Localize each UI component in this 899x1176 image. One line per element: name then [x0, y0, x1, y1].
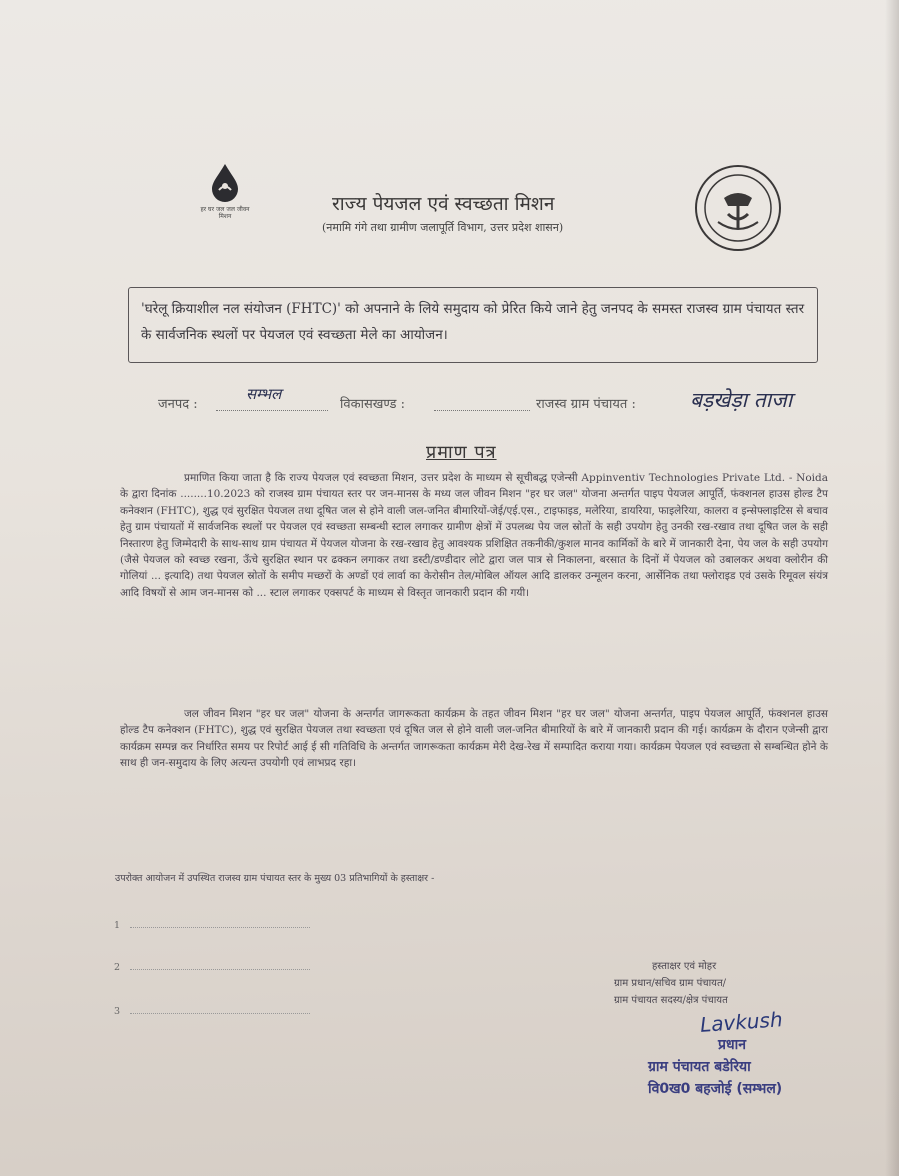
mission-title: राज्य पेयजल एवं स्वच्छता मिशन: [332, 193, 555, 215]
paragraph-2-text: जल जीवन मिशन "हर घर जल" योजना के अन्तर्गत जागरूकता कार्यक्रम के तहत जीवन मिशन "हर घर जल" योजना अन्तर्गत, पाइप पेयजल आपूर्ति, फंक्शनल हाउस होल्ड टैप कनेक्शन (FHTC), शुद्ध एवं सुरक्षित पेयजल तथा स्वच्छता एवं दूषित जल से होने वाली जल-जनित बीमारियों के बारे में जानकारी प्रदान की गई। कार्यक्रम के दौरान एजेन्सी द्वारा कार्यक्रम सम्पन्न कर निर्धारित समय पर रिपोर्ट आई ई सी गतिविधि के अन्तर्गत जागरूकता कार्यक्रम मेरी देख-रेख में सम्पादित कराया गया। कार्यक्रम पेयजल एवं स्वच्छता से सम्बन्धित होने के साथ ही जन-समुदाय के लिए अत्यन्त उपयोगी एवं लाभप्रद रहा।: [120, 708, 828, 770]
jal-jeevan-logo: [194, 162, 256, 232]
paragraph-1-text: प्रमाणित किया जाता है कि राज्य पेयजल एवं स्वच्छता मिशन, उत्तर प्रदेश के माध्यम से सूचीबद्ध एजेन्सी Appinventiv Technologies Private Ltd. - Noida के द्वारा दिनांक ........10.2023 को राजस्व ग्राम पंचायत स्तर पर जन-मानस के मध्य जल जीवन मिशन "हर घर जल" योजना अन्तर्गत पाइप पेयजल आपूर्ति, फंक्शनल हाउस होल्ड टैप कनेक्शन (FHTC), शुद्ध एवं सुरक्षित पेयजल तथा दूषित जल से होने वाली जल-जनित बीमारियों-जेई/एई.एस., टाइफाइड, मलेरिया, डायरिया, फाइलेरिया, कालरा व इन्सेफ्लाइटिस से बचाव हेतु ग्राम पंचायतों में सार्वजनिक स्थलों पर पेयजल एवं स्वच्छता सम्बन्धी स्टाल लगाकर ग्रामीण क्षेत्रों में उपलब्ध पेय जल स्रोतों के सही उपयोग हेतु उनकी रख-रखाव तथा दूषित जल के सही निस्तारण हेतु जिम्मेदारी के साथ-साथ ग्राम पंचायत में पेयजल योजना के रख-रखाव हेतु आवश्यक प्रशिक्षित तकनीकी/कुशल मानव कार्मिकों के बारे में जानकारी देना, पेय जल के सही उपयोग (जैसे पेयजल को स्वच्छ रखना, ऊँचे सुरक्षित स्थान पर ढक्कन लगाकर तथा डस्टी/डण्डीदार लोटे द्वारा जल पात्र से निकालना, बरसात के दिनों में पेयजल को उबालकर अथवा क्लोरीन की गोलियां ... इत्यादि) तथा पेयजल स्रोतों के समीप मच्छरों के अण्डों एवं लार्वा का केरोसीन तेल/मोबिल ऑयल आदि डालकर उन्मूलन करना, आर्सेनिक तथा फ्लोराइड एवं उसके रिमूवल संयंत्र आदि विषयों से आम जन-मानस को ... स्टाल लगाकर एक्सपर्ट के माध्यम से विस्तृत जानकारी प्रदान की गयी।: [120, 472, 828, 599]
vikaskhand-label: विकासखण्ड :: [340, 397, 406, 412]
authority-line-2: ग्राम पंचायत सदस्य/क्षेत्र पंचायत: [614, 995, 728, 1006]
gram-panchayat-value: बड़खेड़ा ताजा: [690, 388, 793, 412]
vikaskhand-field: [434, 388, 530, 411]
participant-signature-note: उपरोक्त आयोजन में उपस्थित राजस्व ग्राम पंचायत स्तर के मुख्य 03 प्रतिभागियों के हस्ताक्षर -: [115, 873, 435, 884]
stamp-line-2: वि0ख0 बहजोई (सम्भल): [648, 1081, 783, 1097]
participant-signature-1: [114, 920, 310, 931]
participant-signature-2: [114, 962, 310, 973]
certificate-paragraph-2: [120, 706, 828, 772]
participant-signature-3: [114, 1006, 310, 1017]
pradhan-stamp: [648, 1034, 848, 1100]
sig-number: 3: [114, 1006, 121, 1017]
water-drop-icon: [210, 162, 240, 202]
sig-number: 1: [114, 920, 121, 931]
page-shadow: [885, 0, 899, 1176]
logo-caption: हर घर जल जल जीवन मिशन: [200, 206, 250, 220]
sig-number: 2: [114, 962, 121, 973]
authority-line-1: ग्राम प्रधान/सचिव ग्राम पंचायत/: [614, 978, 727, 989]
certificate-title: प्रमाण पत्र: [426, 442, 497, 463]
location-fields: [158, 385, 858, 422]
event-topic-box: 'घरेलू क्रियाशील नल संयोजन (FHTC)' को अपनाने के लिये समुदाय को प्रेरित किये जाने हेतु जनपद के समस्त राजस्व ग्राम पंचायत स्तर के सार्वजनिक स्थलों पर पेयजल एवं स्वच्छता मेले का आयोजन।: [128, 287, 818, 363]
up-government-seal-icon: [694, 164, 782, 252]
handwritten-signature: Lavkush: [699, 1007, 784, 1037]
stamp-title: प्रधान: [718, 1037, 746, 1053]
authority-signature-block: [614, 958, 864, 1009]
signature-seal-title: हस्ताक्षर एवं मोहर: [652, 961, 717, 972]
janpad-label: जनपद :: [158, 397, 198, 412]
stamp-line-1: ग्राम पंचायत बडेरिया: [648, 1059, 751, 1075]
certificate-paragraph-1: [120, 470, 828, 601]
janpad-value: सम्भल: [246, 385, 282, 403]
mission-subtitle: (नमामि गंगे तथा ग्रामीण जलापूर्ति विभाग, उत्तर प्रदेश शासन): [322, 221, 564, 234]
janpad-field: [216, 385, 328, 411]
gram-panchayat-label: राजस्व ग्राम पंचायत :: [536, 397, 636, 412]
